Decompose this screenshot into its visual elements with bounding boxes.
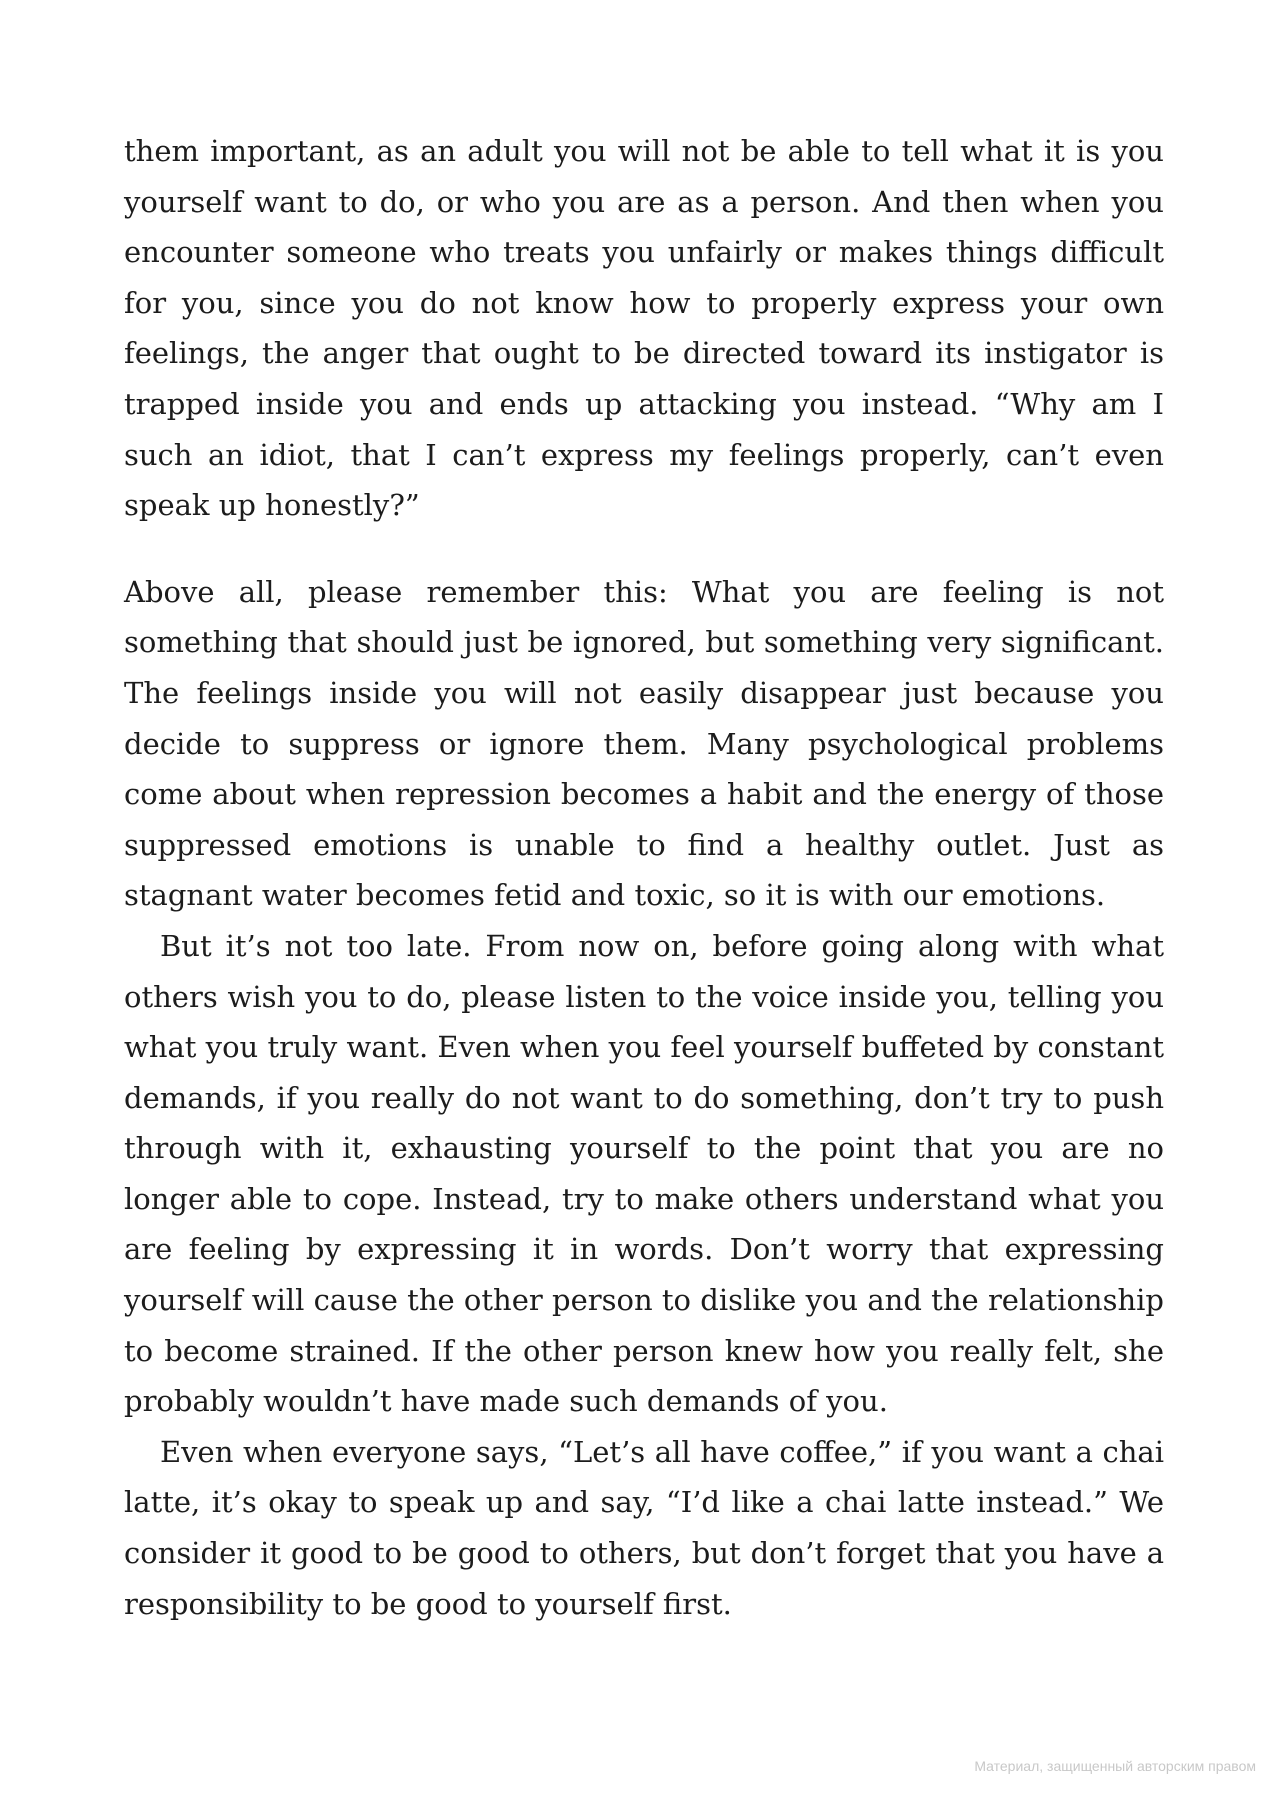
paragraph-1: them important, as an adult you will not be able to tell what it is you yourself want to do, or who you are as a person. And then when you encounter someone who treats you unfairly or makes things difficult for you, since you do not know how to properly express your own feelings, the anger that ought to be directed toward its instigator is trapped inside you and ends up attacking you instead. “Why am I such an idiot, that I can’t express my feelings properly, can’t even speak up honestly?” [124, 134, 1164, 523]
copyright-watermark: Материал, защищенный авторским правом [974, 1758, 1256, 1774]
paragraph-2: Above all, please remember this: What you are feeling is not something that should just be ignored, but something very significant. The feelings inside you will not easily disappear just because you decide to suppress or ignore them. Many psychological problems come about when repression becomes a habit and the energy of those suppressed emotions is unable to find a healthy outlet. Just as stagnant water becomes fetid and toxic, so it is with our emotions. [124, 574, 1164, 913]
page-body [124, 126, 1164, 1629]
paragraph-4: Even when everyone says, “Let’s all have coffee,” if you want a chai latte, it’s okay to speak up and say, “I’d like a chai latte instead.” We consider it good to be good to others, but don’t forget that you have a responsibility to be good to yourself first. [124, 1434, 1164, 1621]
paragraph-3: But it’s not too late. From now on, before going along with what others wish you to do, please listen to the voice inside you, telling you what you truly want. Even when you feel yourself buffeted by constant demands, if you really do not want to do something, don’t try to push through with it, exhausting yourself to the point that you are no longer able to cope. Instead, try to make others understand what you are feeling by expressing it in words. Don’t worry that expressing yourself will cause the other person to dislike you and the relationship to become strained. If the other person knew how you really felt, she probably wouldn’t have made such demands of you. [124, 928, 1164, 1419]
